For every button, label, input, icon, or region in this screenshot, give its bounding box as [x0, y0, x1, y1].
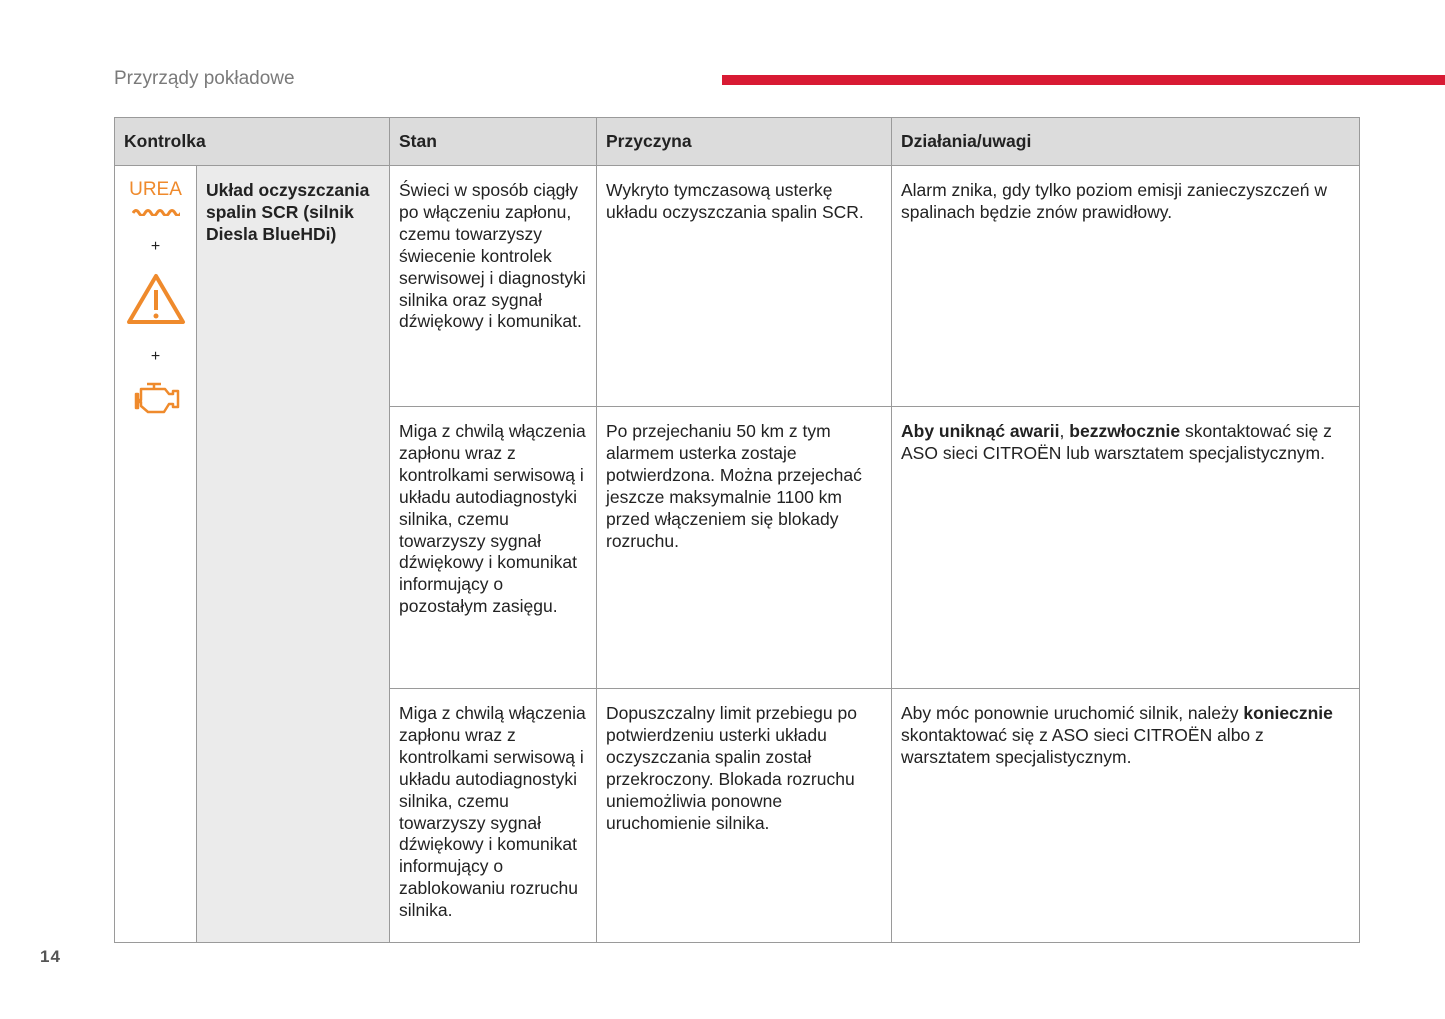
table-header-row [115, 118, 1360, 166]
indicator-icons-cell [115, 166, 197, 943]
column-header: Przyczyna [597, 118, 892, 166]
stan-cell: Miga z chwilą włączenia zapłonu wraz z kontrolkami serwisową i układu autodiagnostyki silnika, czemu towarzyszy sygnał dźwiękowy i komunikat informujący o zablokowaniu rozruchu silnika. [390, 689, 597, 943]
plus-sign: + [150, 347, 161, 365]
urea-icon: UREA [115, 180, 196, 222]
przyczyna-cell: Po przejechaniu 50 km z tym alarmem usterka zostaje potwierdzona. Można przejechać jeszcze maksymalnie 1100 km przed włączeniem się blokady rozruchu. [597, 407, 892, 689]
dzialania-cell [892, 689, 1360, 943]
przyczyna-cell: Dopuszczalny limit przebiegu po potwierdzeniu usterki układu oczyszczania spalin został przekroczony. Blokada rozruchu uniemożliwia ponowne uruchomienie silnika. [597, 689, 892, 943]
accent-bar [722, 75, 1445, 85]
stan-cell: Świeci w sposób ciągły po włączeniu zapłonu, czemu towarzyszy świecenie kontrolek serwisowej i diagnostyki silnika oraz sygnał dźwiękowy i komunikat. [390, 166, 597, 407]
dzialania-text-segment: Aby móc ponownie uruchomić silnik, należy [901, 703, 1244, 723]
plus-sign: + [150, 237, 161, 255]
page-number: 14 [40, 947, 61, 966]
stan-cell: Miga z chwilą włączenia zapłonu wraz z kontrolkami serwisową i układu autodiagnostyki silnika, czemu towarzyszy sygnał dźwiękowy i komunikat informujący o pozostałym zasięgu. [390, 407, 597, 689]
warning-triangle-icon [125, 272, 187, 326]
dzialania-text-segment: bezzwłocznie [1069, 421, 1181, 441]
section-title: Przyrządy pokładowe [114, 68, 295, 89]
dzialania-text-segment: Aby uniknąć awarii [901, 421, 1060, 441]
dzialania-text-segment: skontaktować się z ASO sieci CITROËN albo z warsztatem specjalistycznym. [901, 724, 1264, 767]
table-row [115, 166, 1360, 407]
indicator-table [114, 117, 1360, 943]
column-header: Kontrolka [115, 118, 390, 166]
dzialania-text-segment: skontaktować się z ASO sieci CITROËN lub warsztatem specjalistycznym. [901, 421, 1332, 463]
dzialania-cell [892, 407, 1360, 689]
column-header: Stan [390, 118, 597, 166]
dzialania-cell [892, 166, 1360, 407]
engine-check-icon [131, 382, 181, 416]
column-header: Działania/uwagi [892, 118, 1360, 166]
przyczyna-cell: Wykryto tymczasową usterkę układu oczyszczania spalin SCR. [597, 166, 892, 407]
dzialania-text-segment: Alarm znika, gdy tylko poziom emisji zanieczyszczeń w spalinach będzie znów prawidłowy. [901, 180, 1327, 222]
dzialania-text-segment: , [1059, 421, 1070, 441]
dzialania-text-segment: koniecznie [1243, 703, 1333, 723]
indicator-name-cell: Układ oczyszczania spalin SCR (silnik Diesla BlueHDi) [197, 166, 390, 943]
